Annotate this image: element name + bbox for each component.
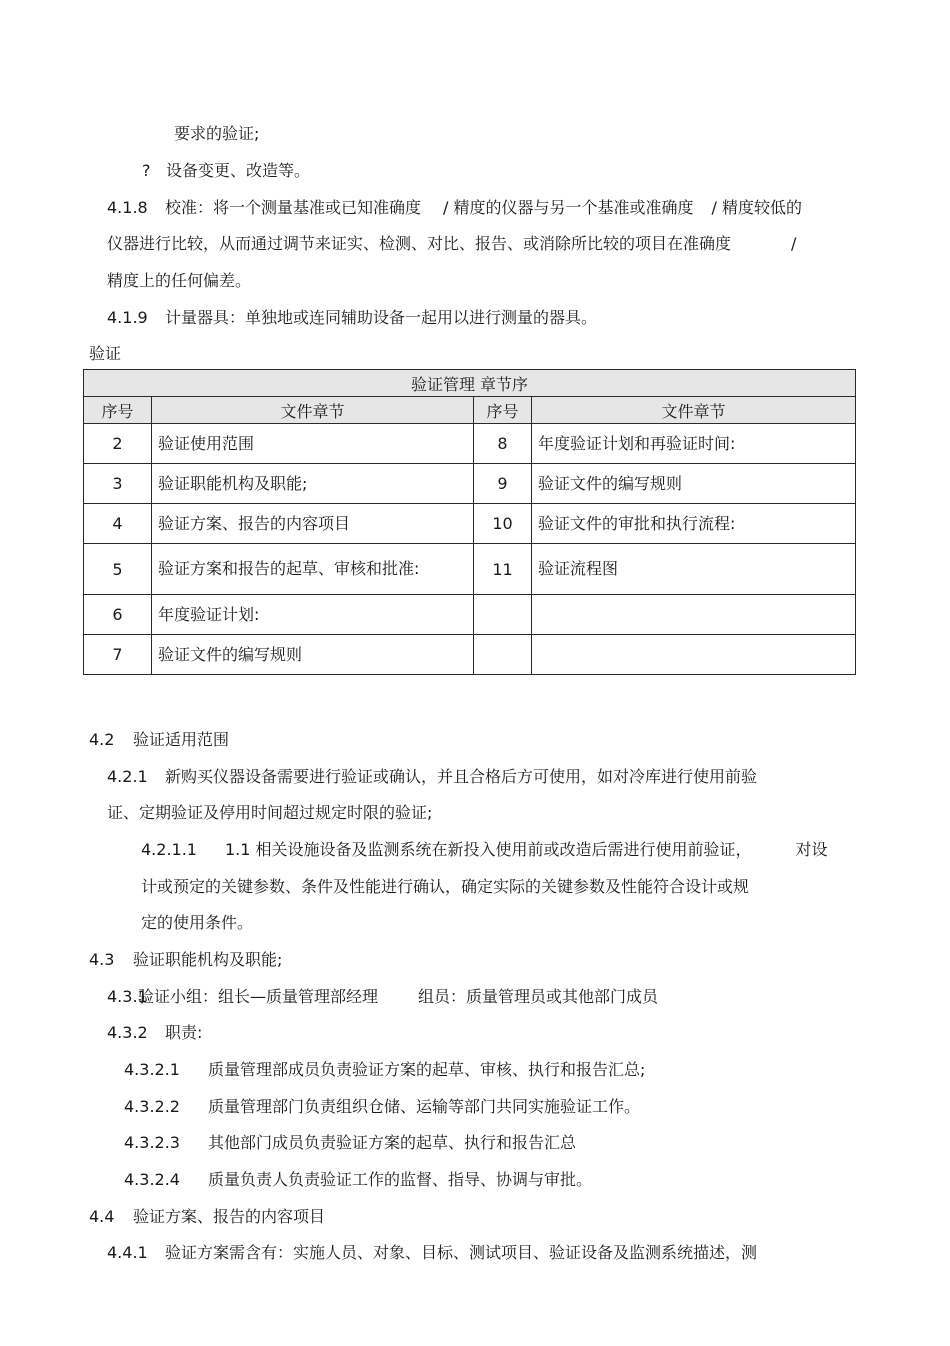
cell-chapter: 年度验证计划和再验证时间: bbox=[532, 424, 856, 464]
text-line: 定的使用条件。 bbox=[141, 913, 254, 932]
text-line: 证、定期验证及停用时间超过规定时限的验证; bbox=[107, 803, 433, 822]
text-line: 计或预定的关键参数、条件及性能进行确认，确定实际的关键参数及性能符合设计或规 bbox=[141, 877, 750, 896]
header-chapter: 文件章节 bbox=[532, 397, 856, 424]
header-number: 序号 bbox=[84, 397, 152, 424]
clause-4-1-9: 4.1.9 计量器具：单独地或连同辅助设备一起用以进行测量的器具。 bbox=[107, 308, 598, 327]
clause-4-3-2-3: 4.3.2.3 其他部门成员负责验证方案的起草、执行和报告汇总 bbox=[124, 1133, 577, 1152]
cell-number bbox=[474, 635, 532, 675]
cell-chapter: 验证文件的编写规则 bbox=[152, 635, 474, 675]
cell-number: 9 bbox=[474, 464, 532, 504]
text-line: 精度上的任何偏差。 bbox=[107, 271, 252, 290]
cell-chapter: 年度验证计划: bbox=[152, 595, 474, 635]
table-row bbox=[84, 595, 856, 635]
clause-4-2-1-1: 4.2.1.1 1.1 相关设施设备及监测系统在新投入使用前或改造后需进行使用前验证， 对设 bbox=[141, 840, 828, 859]
cell-chapter: 验证文件的编写规则 bbox=[532, 464, 856, 504]
table-title: 验证管理 章节序 bbox=[84, 370, 856, 397]
clause-4-3-2-2: 4.3.2.2 质量管理部门负责组织仓储、运输等部门共同实施验证工作。 bbox=[124, 1097, 641, 1116]
clause-4-3-2-1: 4.3.2.1 质量管理部成员负责验证方案的起草、审核、执行和报告汇总; bbox=[124, 1060, 646, 1079]
cell-chapter: 验证使用范围 bbox=[152, 424, 474, 464]
table-row bbox=[84, 635, 856, 675]
cell-chapter bbox=[532, 595, 856, 635]
section-4-4: 4.4 验证方案、报告的内容项目 bbox=[89, 1207, 326, 1226]
cell-chapter: 验证流程图 bbox=[532, 544, 856, 595]
table-row bbox=[84, 504, 856, 544]
cell-number: 10 bbox=[474, 504, 532, 544]
cell-number: 8 bbox=[474, 424, 532, 464]
cell-number: 11 bbox=[474, 544, 532, 595]
cell-number: 7 bbox=[84, 635, 152, 675]
cell-number: 5 bbox=[84, 544, 152, 595]
text-line: 要求的验证; bbox=[174, 124, 260, 143]
text-line: ? 设备变更、改造等。 bbox=[142, 161, 311, 180]
cell-chapter bbox=[532, 635, 856, 675]
cell-number bbox=[474, 595, 532, 635]
clause-4-3-2: 4.3.2 职责: bbox=[107, 1023, 203, 1042]
clause-4-1-8: 4.1.8 校准：将一个测量基准或已知准确度 / 精度的仪器与另一个基准或准确度 / 精度较低的 bbox=[107, 198, 802, 217]
cell-chapter: 验证职能机构及职能; bbox=[152, 464, 474, 504]
clause-4-3-1: 4.3.1验证小组：组长—质量管理部经理 组员：质量管理员或其他部门成员 bbox=[107, 987, 659, 1006]
table-row bbox=[84, 424, 856, 464]
cell-number: 3 bbox=[84, 464, 152, 504]
header-chapter: 文件章节 bbox=[152, 397, 474, 424]
chapter-table bbox=[83, 369, 856, 675]
table-row bbox=[84, 464, 856, 504]
clause-4-2-1: 4.2.1 新购买仪器设备需要进行验证或确认，并且合格后方可使用，如对冷库进行使用前验 bbox=[107, 767, 758, 786]
cell-number: 6 bbox=[84, 595, 152, 635]
table-row bbox=[84, 544, 856, 595]
cell-number: 2 bbox=[84, 424, 152, 464]
cell-chapter: 验证方案和报告的起草、审核和批准: bbox=[152, 544, 474, 595]
cell-chapter: 验证文件的审批和执行流程: bbox=[532, 504, 856, 544]
section-label: 验证 bbox=[89, 344, 122, 363]
clause-4-3-2-4: 4.3.2.4 质量负责人负责验证工作的监督、指导、协调与审批。 bbox=[124, 1170, 593, 1189]
clause-4-4-1: 4.4.1 验证方案需含有：实施人员、对象、目标、测试项目、验证设备及监测系统描述，测 bbox=[107, 1243, 758, 1262]
cell-chapter: 验证方案、报告的内容项目 bbox=[152, 504, 474, 544]
header-number: 序号 bbox=[474, 397, 532, 424]
text-line: 仪器进行比较，从而通过调节来证实、检测、对比、报告、或消除所比较的项目在准确度 / bbox=[107, 234, 797, 253]
section-4-2: 4.2 验证适用范围 bbox=[89, 730, 230, 749]
cell-number: 4 bbox=[84, 504, 152, 544]
section-4-3: 4.3 验证职能机构及职能; bbox=[89, 950, 283, 969]
